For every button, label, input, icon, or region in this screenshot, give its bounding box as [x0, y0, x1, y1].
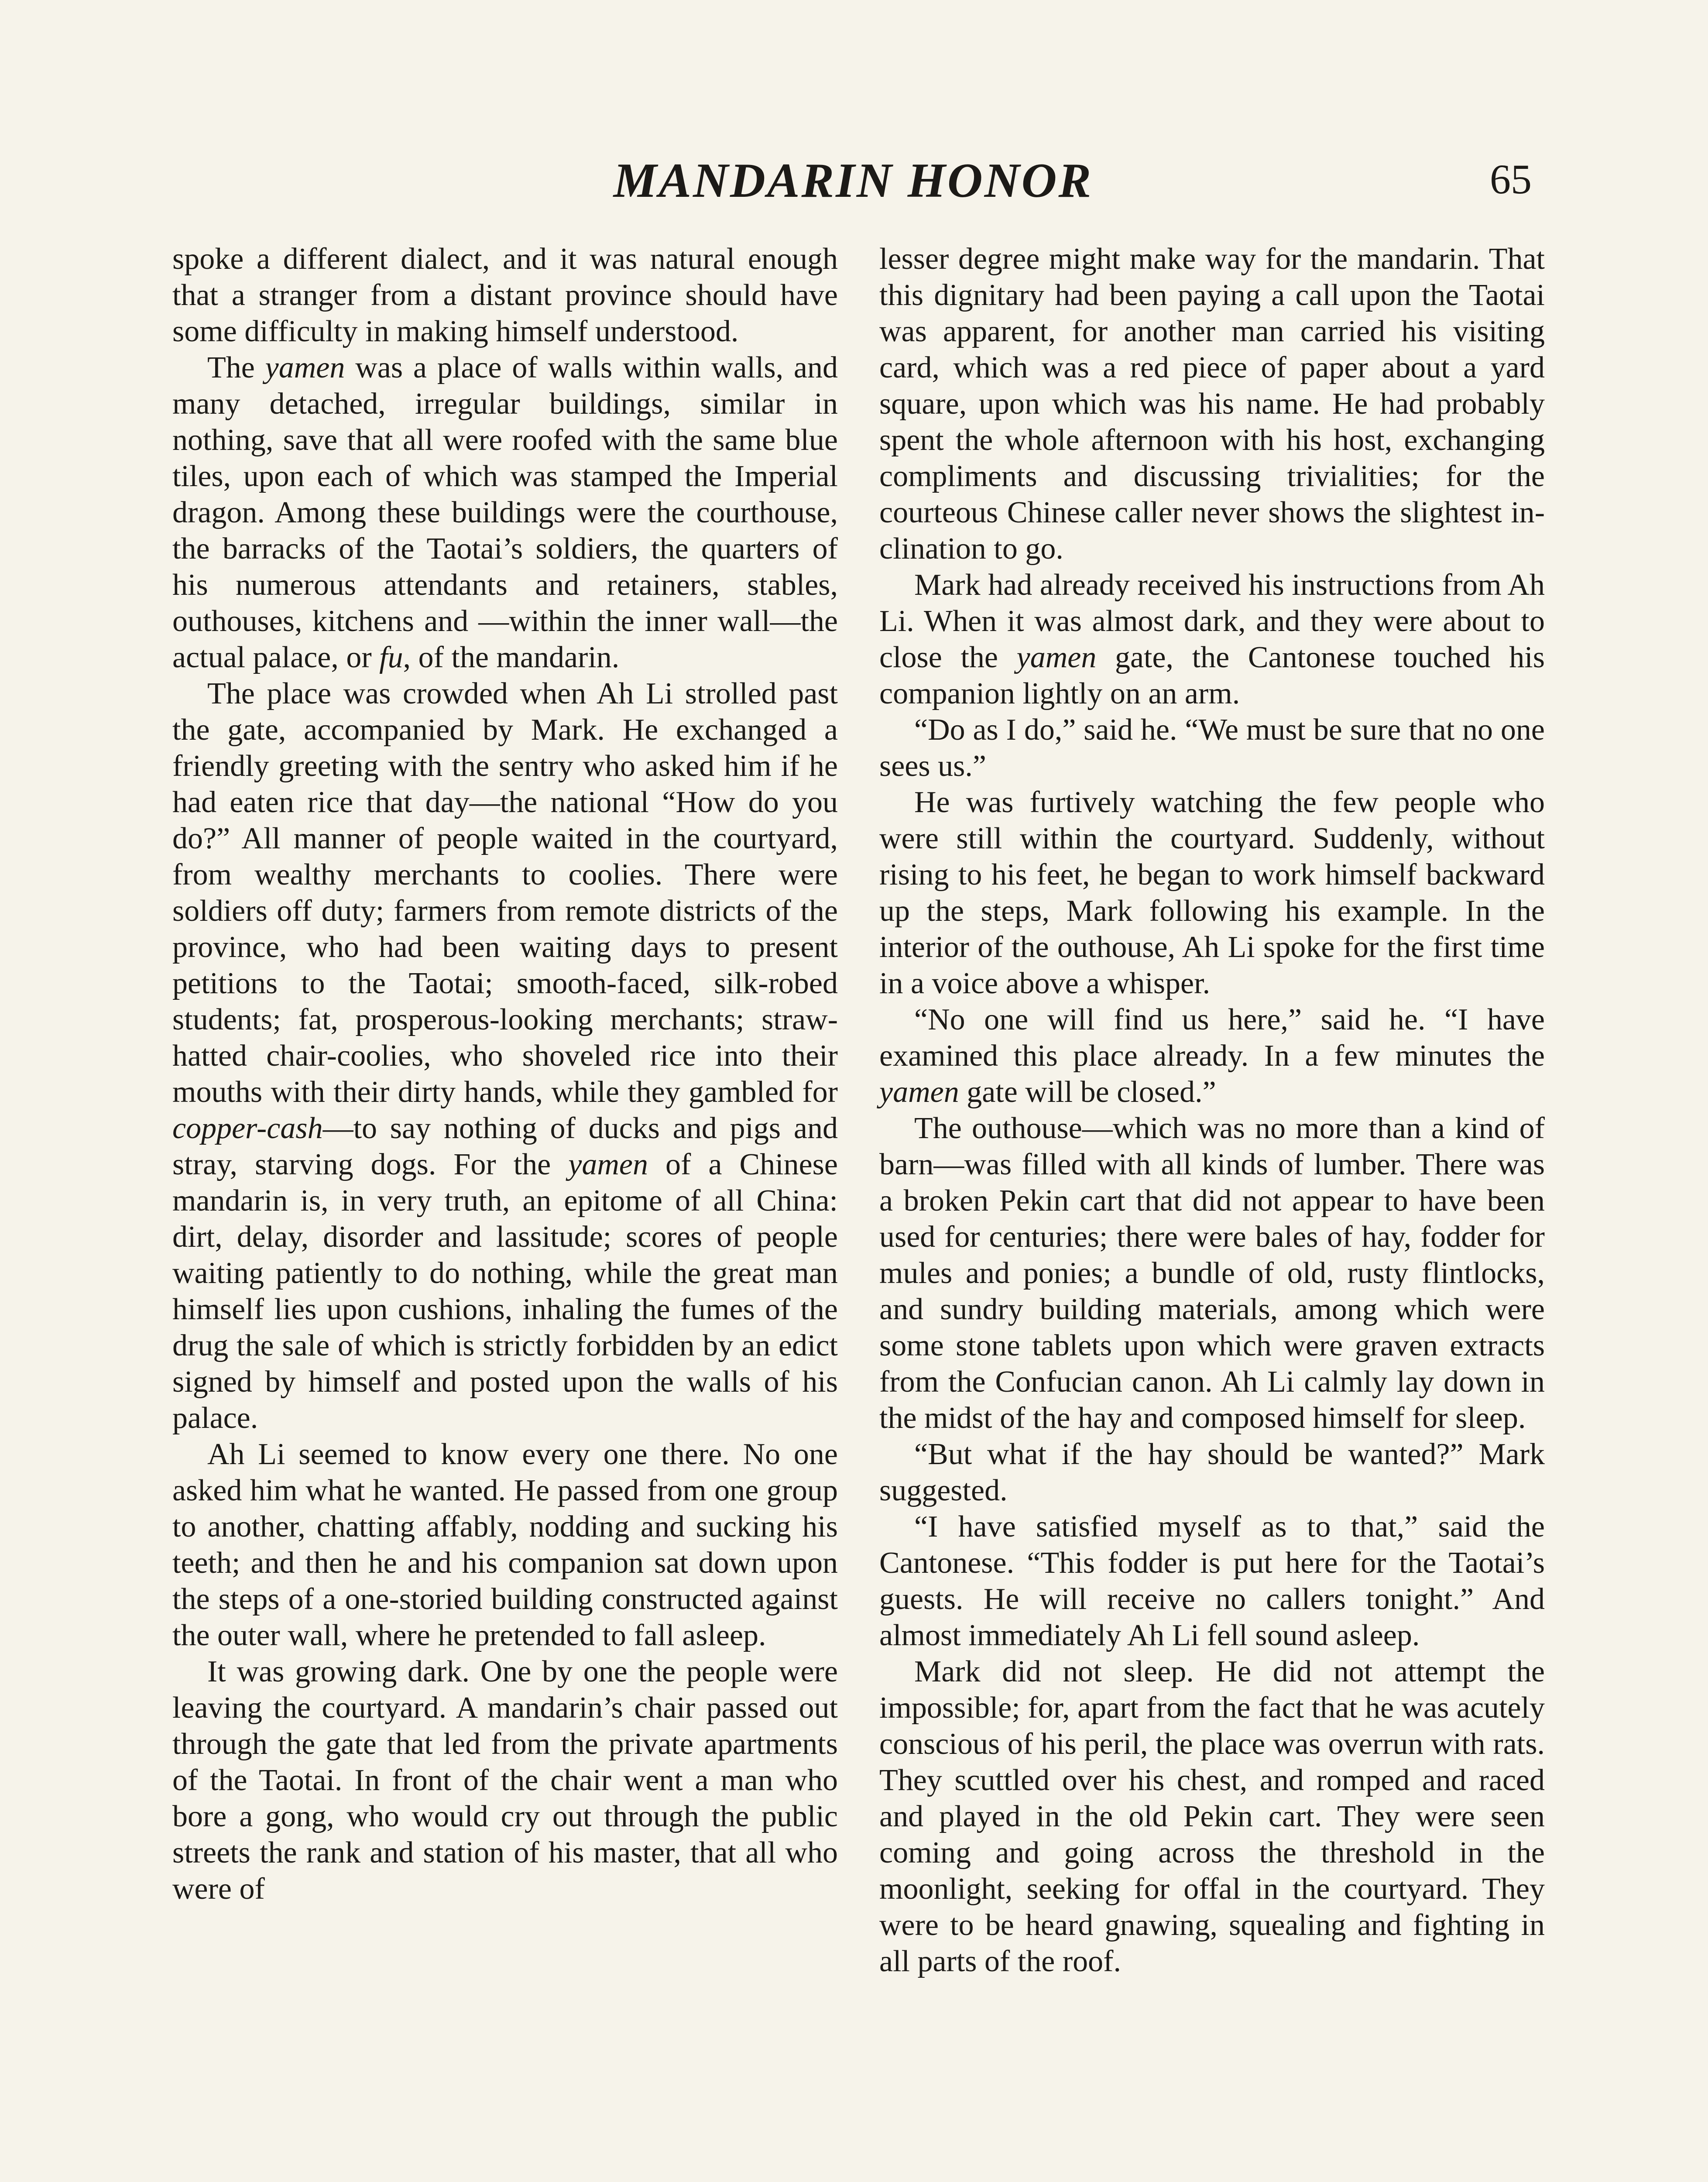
- paragraph: The place was crowded when Ah Li strolled past the gate, accompanied by Mark. He exchanged a friendly greeting with the sentry who asked him if he had eaten rice that day—the national “How do you do?” All manner of people waited in the courtyard, from wealthy merchants to coolies. There were soldiers off duty; farmers from remote districts of the province, who had been waiting days to present petitions to the Taotai; smooth-faced, silk-robed students; fat, prosperous-looking merchants; straw-hatted chair-coolies, who shoveled rice into their mouths with their dirty hands, while they gambled for copper-cash—to say nothing of ducks and pigs and stray, starving dogs. For the yamen of a Chinese mandarin is, in very truth, an epitome of all China: dirt, delay, disorder and lassitude; scores of people waiting patiently to do nothing, while the great man himself lies upon cushions, inhaling the fumes of the drug the sale of which is strictly forbidden by an edict signed by himself and posted upon the walls of his palace.: [172, 677, 838, 1435]
- paragraph: lesser degree might make way for the mandarin. That this dignitary had been paying a call upon the Taotai was apparent, for another man carried his visiting card, which was a red piece of paper about a yard square, upon which was his name. He had probably spent the whole afternoon with his host, exchanging compliments and discussing trivialities; for the courteous Chinese caller never shows the slightest inclination to go.: [879, 242, 1545, 566]
- page-number: 65: [1490, 156, 1532, 202]
- paragraph: It was growing dark. One by one the people were leaving the courtyard. A mandarin’s chair passed out through the gate that led from the private apartments of the Taotai. In front of the chair went a man who bore a gong, who would cry out through the public streets the rank and station of his master, that all who were of: [172, 1655, 838, 1906]
- page-header: [175, 144, 1532, 218]
- paragraph: spoke a different dialect, and it was natural enough that a stranger from a distant province should have some difficulty in making himself understood.: [172, 242, 838, 348]
- right-column: [879, 241, 1545, 1980]
- paragraph: “Do as I do,” said he. “We must be sure that no one sees us.”: [879, 713, 1545, 783]
- paragraph: The outhouse—which was no more than a kind of barn—was filled with all kinds of lumber. There was a broken Pekin cart that did not appear to have been used for centuries; there were bales of hay, fodder for mules and ponies; a bundle of old, rusty flintlocks, and sundry building materials, among which were some stone tablets upon which were graven extracts from the Confucian canon. Ah Li calmly lay down in the midst of the hay and composed himself for sleep.: [879, 1112, 1545, 1435]
- paragraph: Ah Li seemed to know every one there. No one asked him what he wanted. He passed from one group to another, chatting affably, nodding and sucking his teeth; and then he and his companion sat down upon the steps of a one-storied building constructed against the outer wall, where he pretended to fall asleep.: [172, 1438, 838, 1652]
- paragraph: “No one will find us here,” said he. “I have examined this place already. In a few minutes the yamen gate will be closed.”: [879, 1003, 1545, 1109]
- paragraph: Mark did not sleep. He did not attempt the impossible; for, apart from the fact that he was acutely conscious of his peril, the place was overrun with rats. They scuttled over his chest, and romped and raced and played in the old Pekin cart. They were seen coming and going across the threshold in the moonlight, seeking for offal in the courtyard. They were to be heard gnawing, squealing and fighting in all parts of the roof.: [879, 1655, 1545, 1978]
- paragraph: “But what if the hay should be wanted?” Mark suggested.: [879, 1438, 1545, 1507]
- running-title: MANDARIN HONOR: [613, 154, 1093, 208]
- paragraph: He was furtively watching the few people who were still within the courtyard. Suddenly, without rising to his feet, he began to work himself backward up the steps, Mark following his example. In the interior of the outhouse, Ah Li spoke for the first time in a voice above a whisper.: [879, 786, 1545, 1000]
- left-column: [172, 241, 838, 1907]
- paragraph: The yamen was a place of walls within walls, and many detached, irregular buildings, similar in nothing, save that all were roofed with the same blue tiles, upon each of which was stamped the Imperial dragon. Among these buildings were the courthouse, the barracks of the Taotai’s soldiers, the quarters of his numerous attendants and retainers, stables, outhouses, kitchens and —within the inner wall—the actual palace, or fu, of the mandarin.: [172, 351, 838, 674]
- paragraph: Mark had already received his instructions from Ah Li. When it was almost dark, and they were about to close the yamen gate, the Cantonese touched his companion lightly on an arm.: [879, 568, 1545, 710]
- paragraph: “I have satisfied myself as to that,” said the Cantonese. “This fodder is put here for the Taotai’s guests. He will receive no callers tonight.” And almost immediately Ah Li fell sound asleep.: [879, 1510, 1545, 1652]
